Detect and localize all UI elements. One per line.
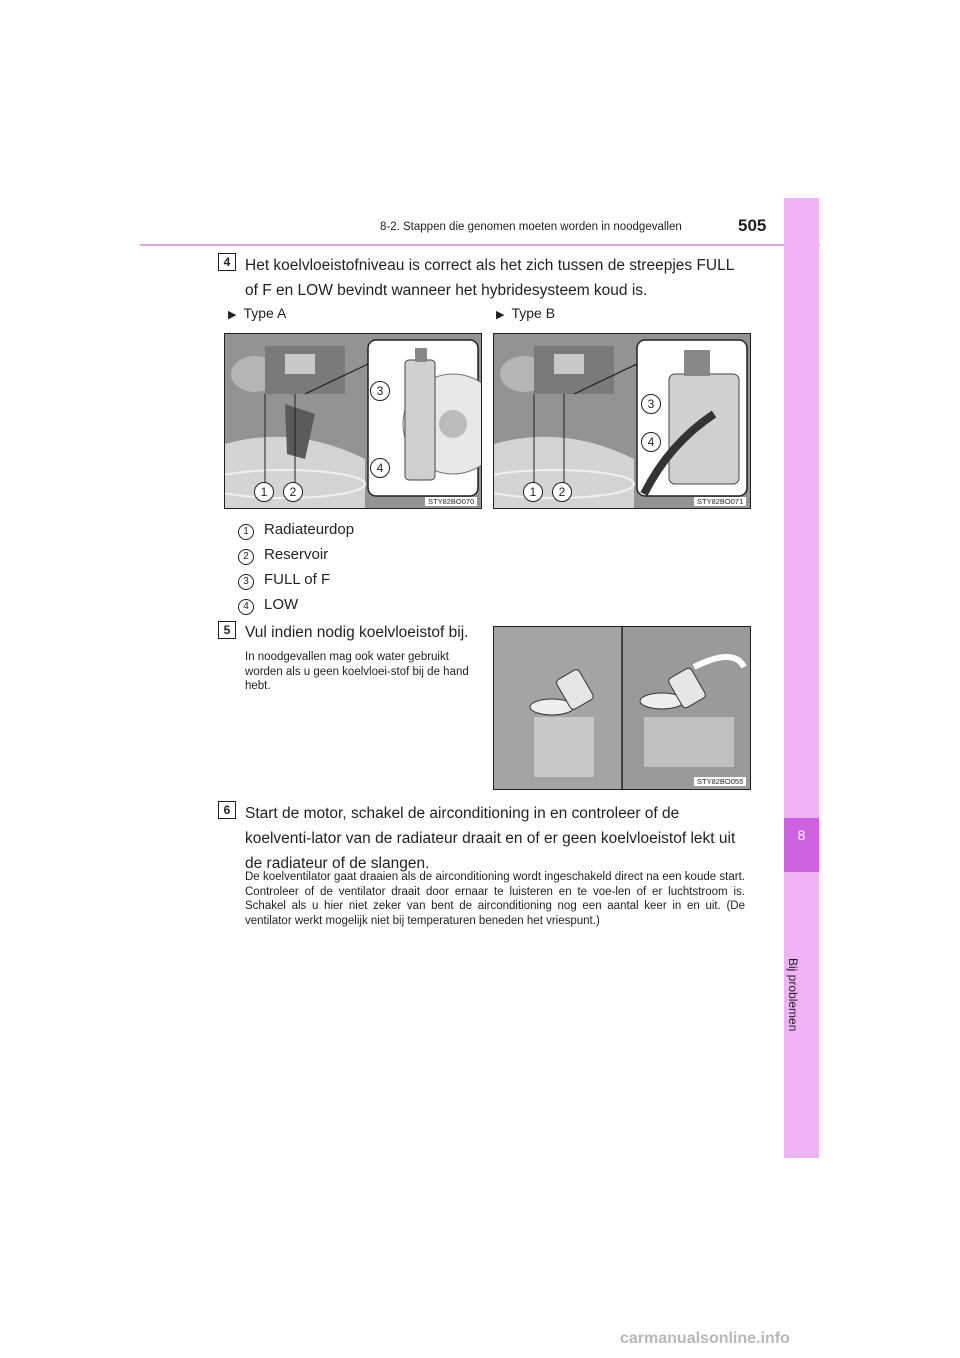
figure-code: STY82BO070 — [425, 497, 477, 506]
step-number-4: 4 — [218, 253, 236, 271]
step-number-5: 5 — [218, 621, 236, 639]
refill-illustration — [494, 627, 750, 789]
step-number-6: 6 — [218, 801, 236, 819]
step-6-note: De koelventilator gaat draaien als de airconditioning wordt ingeschakeld direct na een koude start. Controleer of de ventilator draait door ernaar te luisteren en te voe-len of er luchtstroom is. Schakel als u hier niet zeker van bent de airconditioning nog een aantal keer in en uit. (De ventilator werkt mogelijk niet bij temperaturen beneden het vriespunt.) — [245, 871, 745, 927]
step-4-text: Het koelvloeistofniveau is correct als het zich tussen de streepjes FULL of F en LOW bevindt wanneer het hybridesysteem koud is. — [245, 257, 734, 299]
step-6-text: Start de motor, schakel de airconditioning in en controleer of de koelventi-lator van de radiateur draait en of er geen koelvloeistof lekt uit de radiateur of de slangen. — [245, 805, 736, 872]
legend-item: 1 Radiateurdop — [238, 521, 354, 546]
triangle-bullet-icon: ▶ — [228, 309, 237, 321]
figure-type-a — [224, 333, 482, 509]
legend-item: 4 LOW — [238, 596, 354, 621]
chapter-title: Bij problemen — [786, 958, 800, 1032]
type-b-label: ▶ Type B — [496, 305, 556, 321]
legend-item: 3 FULL of F — [238, 571, 354, 596]
chapter-number: 8 — [797, 827, 806, 843]
triangle-bullet-icon: ▶ — [496, 309, 505, 321]
callout-2: 2 — [283, 482, 303, 502]
figure-code: STY82BO055 — [694, 777, 746, 786]
callout-4: 4 — [641, 432, 661, 452]
step-5-note: In noodgevallen mag ook water gebruikt worden als u geen koelvloei-stof bij de hand hebt. — [245, 651, 469, 692]
callout-3: 3 — [641, 394, 661, 414]
figure-refill — [493, 626, 751, 790]
legend-item: 2 Reservoir — [238, 546, 354, 571]
section-header: 8-2. Stappen die genomen moeten worden in noodgevallen — [380, 221, 682, 233]
callout-2: 2 — [552, 482, 572, 502]
type-a-label: ▶ Type A — [228, 305, 287, 321]
page-number: 505 — [738, 216, 767, 235]
figure-code: STY82BO071 — [694, 497, 746, 506]
callout-1: 1 — [254, 482, 274, 502]
watermark: carmanualsonline.info — [620, 1330, 790, 1347]
callout-4: 4 — [370, 458, 390, 478]
header-rule — [140, 244, 820, 246]
figure-type-b — [493, 333, 751, 509]
callout-1: 1 — [523, 482, 543, 502]
legend-list — [238, 521, 354, 621]
callout-3: 3 — [370, 381, 390, 401]
step-5-text: Vul indien nodig koelvloeistof bij. — [245, 624, 469, 641]
